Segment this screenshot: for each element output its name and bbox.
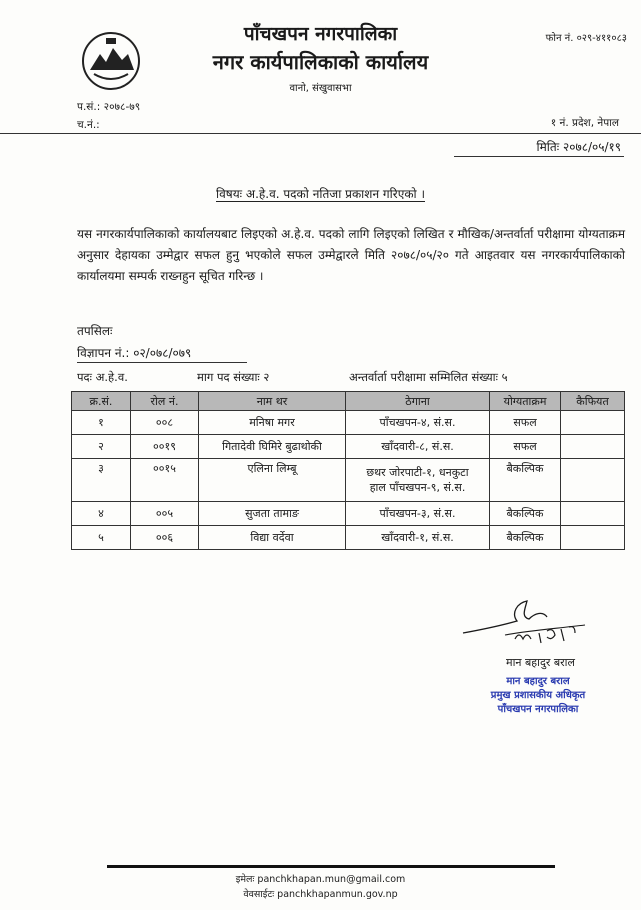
cell-address: खाँदवारी-८, सं.स. xyxy=(346,435,490,459)
cell-name: गितादेवी घिमिरे बुढाथोकी xyxy=(199,435,346,459)
post-label: पदः अ.हे.व. xyxy=(77,370,128,384)
cell-name: सुजता तामाङ xyxy=(199,502,346,526)
advertisement-number: विज्ञापन नं.: ०२/०७८/०७९ xyxy=(77,346,192,360)
stamp-office: पाँचखपन नगरपालिका xyxy=(497,704,579,715)
municipality-name: पाँचखपन नगरपालिका xyxy=(243,23,398,45)
footer-website: वेवसाईटः panchkhapanmun.gov.np xyxy=(243,889,398,900)
cell-sn: १ xyxy=(72,411,131,435)
province-label: १ नं. प्रदेश, नेपाल xyxy=(550,117,619,129)
body-paragraph: यस नगरकार्यपालिकाको कार्यालयबाट लिइएको अ.हे.व. पदको लागि लिइएको लिखित र मौखिक/अन्तर्वार्ता परीक्षामा योग्यताक्रम अनुसार देहायका उम्मेद्वार सफल हुनु भएकोले सफल उम्मेद्वारले मिति २०७८/०५/२० गते आइतवार यस नगरकार्यपालिकाको कार्यालयमा सम्पर्क राख्नहुन सूचित गरिन्छ । xyxy=(77,227,625,283)
cell-address: पाँचखपन-४, सं.स. xyxy=(346,411,490,435)
table-header-row xyxy=(72,392,625,411)
phone-number: फोन नं. ०२९-४११०८३ xyxy=(545,33,627,44)
cell-name: मनिषा मगर xyxy=(199,411,346,435)
table-row xyxy=(72,502,625,526)
cell-status: बैकल्पिक xyxy=(490,526,561,550)
interview-count: अन्तर्वार्ता परीक्षामा सम्मिलित संख्याः ५ xyxy=(349,370,508,384)
cell-name: विद्या वर्देवा xyxy=(199,526,346,550)
header-sn: क्र.सं. xyxy=(72,392,131,411)
subject-line xyxy=(0,185,641,202)
cell-address: खाँदवारी-१, सं.स. xyxy=(346,526,490,550)
dispatch-number: च.नं.: xyxy=(77,119,100,131)
results-table xyxy=(71,391,625,550)
cell-remark xyxy=(561,502,625,526)
cell-sn: २ xyxy=(72,435,131,459)
cell-address-line1: छथर जोरपाटी-१, धनकुटा xyxy=(366,466,469,479)
cell-remark xyxy=(561,435,625,459)
office-address: वानो, संखुवासभा xyxy=(289,83,352,94)
header-remark: कैफियत xyxy=(561,392,625,411)
table-row xyxy=(72,435,625,459)
cell-roll: ००१९ xyxy=(131,435,199,459)
footer-divider xyxy=(107,865,555,868)
cell-status: बैकल्पिक xyxy=(490,502,561,526)
stamp-name: मान बहादुर बराल xyxy=(506,676,570,687)
details-label: तपसिलः xyxy=(77,324,113,338)
cell-remark xyxy=(561,411,625,435)
subject-text: विषयः अ.हे.व. पदको नतिजा प्रकाशन गरिएको । xyxy=(215,187,426,201)
cell-status: सफल xyxy=(490,411,561,435)
cell-roll: ००१५ xyxy=(131,459,199,502)
letter-date: मितिः २०७८/०५/१९ xyxy=(536,140,621,154)
table-row xyxy=(72,526,625,550)
header-merit: योग्यताक्रम xyxy=(490,392,561,411)
cell-remark xyxy=(561,526,625,550)
stamp-title: प्रमुख प्रशासकीय अधिकृत xyxy=(490,690,586,701)
cell-status: बैकल्पिक xyxy=(490,459,561,502)
cell-sn: ५ xyxy=(72,526,131,550)
header-address: ठेगाना xyxy=(346,392,490,411)
reference-number: प.सं.: २०७८-७९ xyxy=(77,101,141,113)
cell-name: एलिना लिम्बू xyxy=(199,459,346,502)
header-name: नाम थर xyxy=(199,392,346,411)
cell-address xyxy=(346,459,490,502)
header-divider xyxy=(0,133,641,134)
table-row xyxy=(72,411,625,435)
header-roll: रोल नं. xyxy=(131,392,199,411)
cell-sn: ३ xyxy=(72,459,131,502)
official-stamp xyxy=(468,675,608,717)
cell-remark xyxy=(561,459,625,502)
cell-roll: ००८ xyxy=(131,411,199,435)
handwritten-signature xyxy=(455,595,595,650)
cell-status: सफल xyxy=(490,435,561,459)
footer-email: इमेलः panchkhapan.mun@gmail.com xyxy=(235,874,406,885)
date-underline xyxy=(454,156,624,157)
cell-roll: ००६ xyxy=(131,526,199,550)
signatory-name: मान बहादुर बराल xyxy=(506,656,575,669)
cell-sn: ४ xyxy=(72,502,131,526)
demand-count: माग पद संख्याः २ xyxy=(197,370,270,384)
cell-address: पाँचखपन-३, सं.स. xyxy=(346,502,490,526)
cell-roll: ००५ xyxy=(131,502,199,526)
office-name: नगर कार्यपालिकाको कार्यालय xyxy=(212,50,429,74)
table-row xyxy=(72,459,625,502)
cell-address-line2: हाल पाँचखपन-९, सं.स. xyxy=(369,481,466,494)
advertisement-underline xyxy=(77,362,247,363)
